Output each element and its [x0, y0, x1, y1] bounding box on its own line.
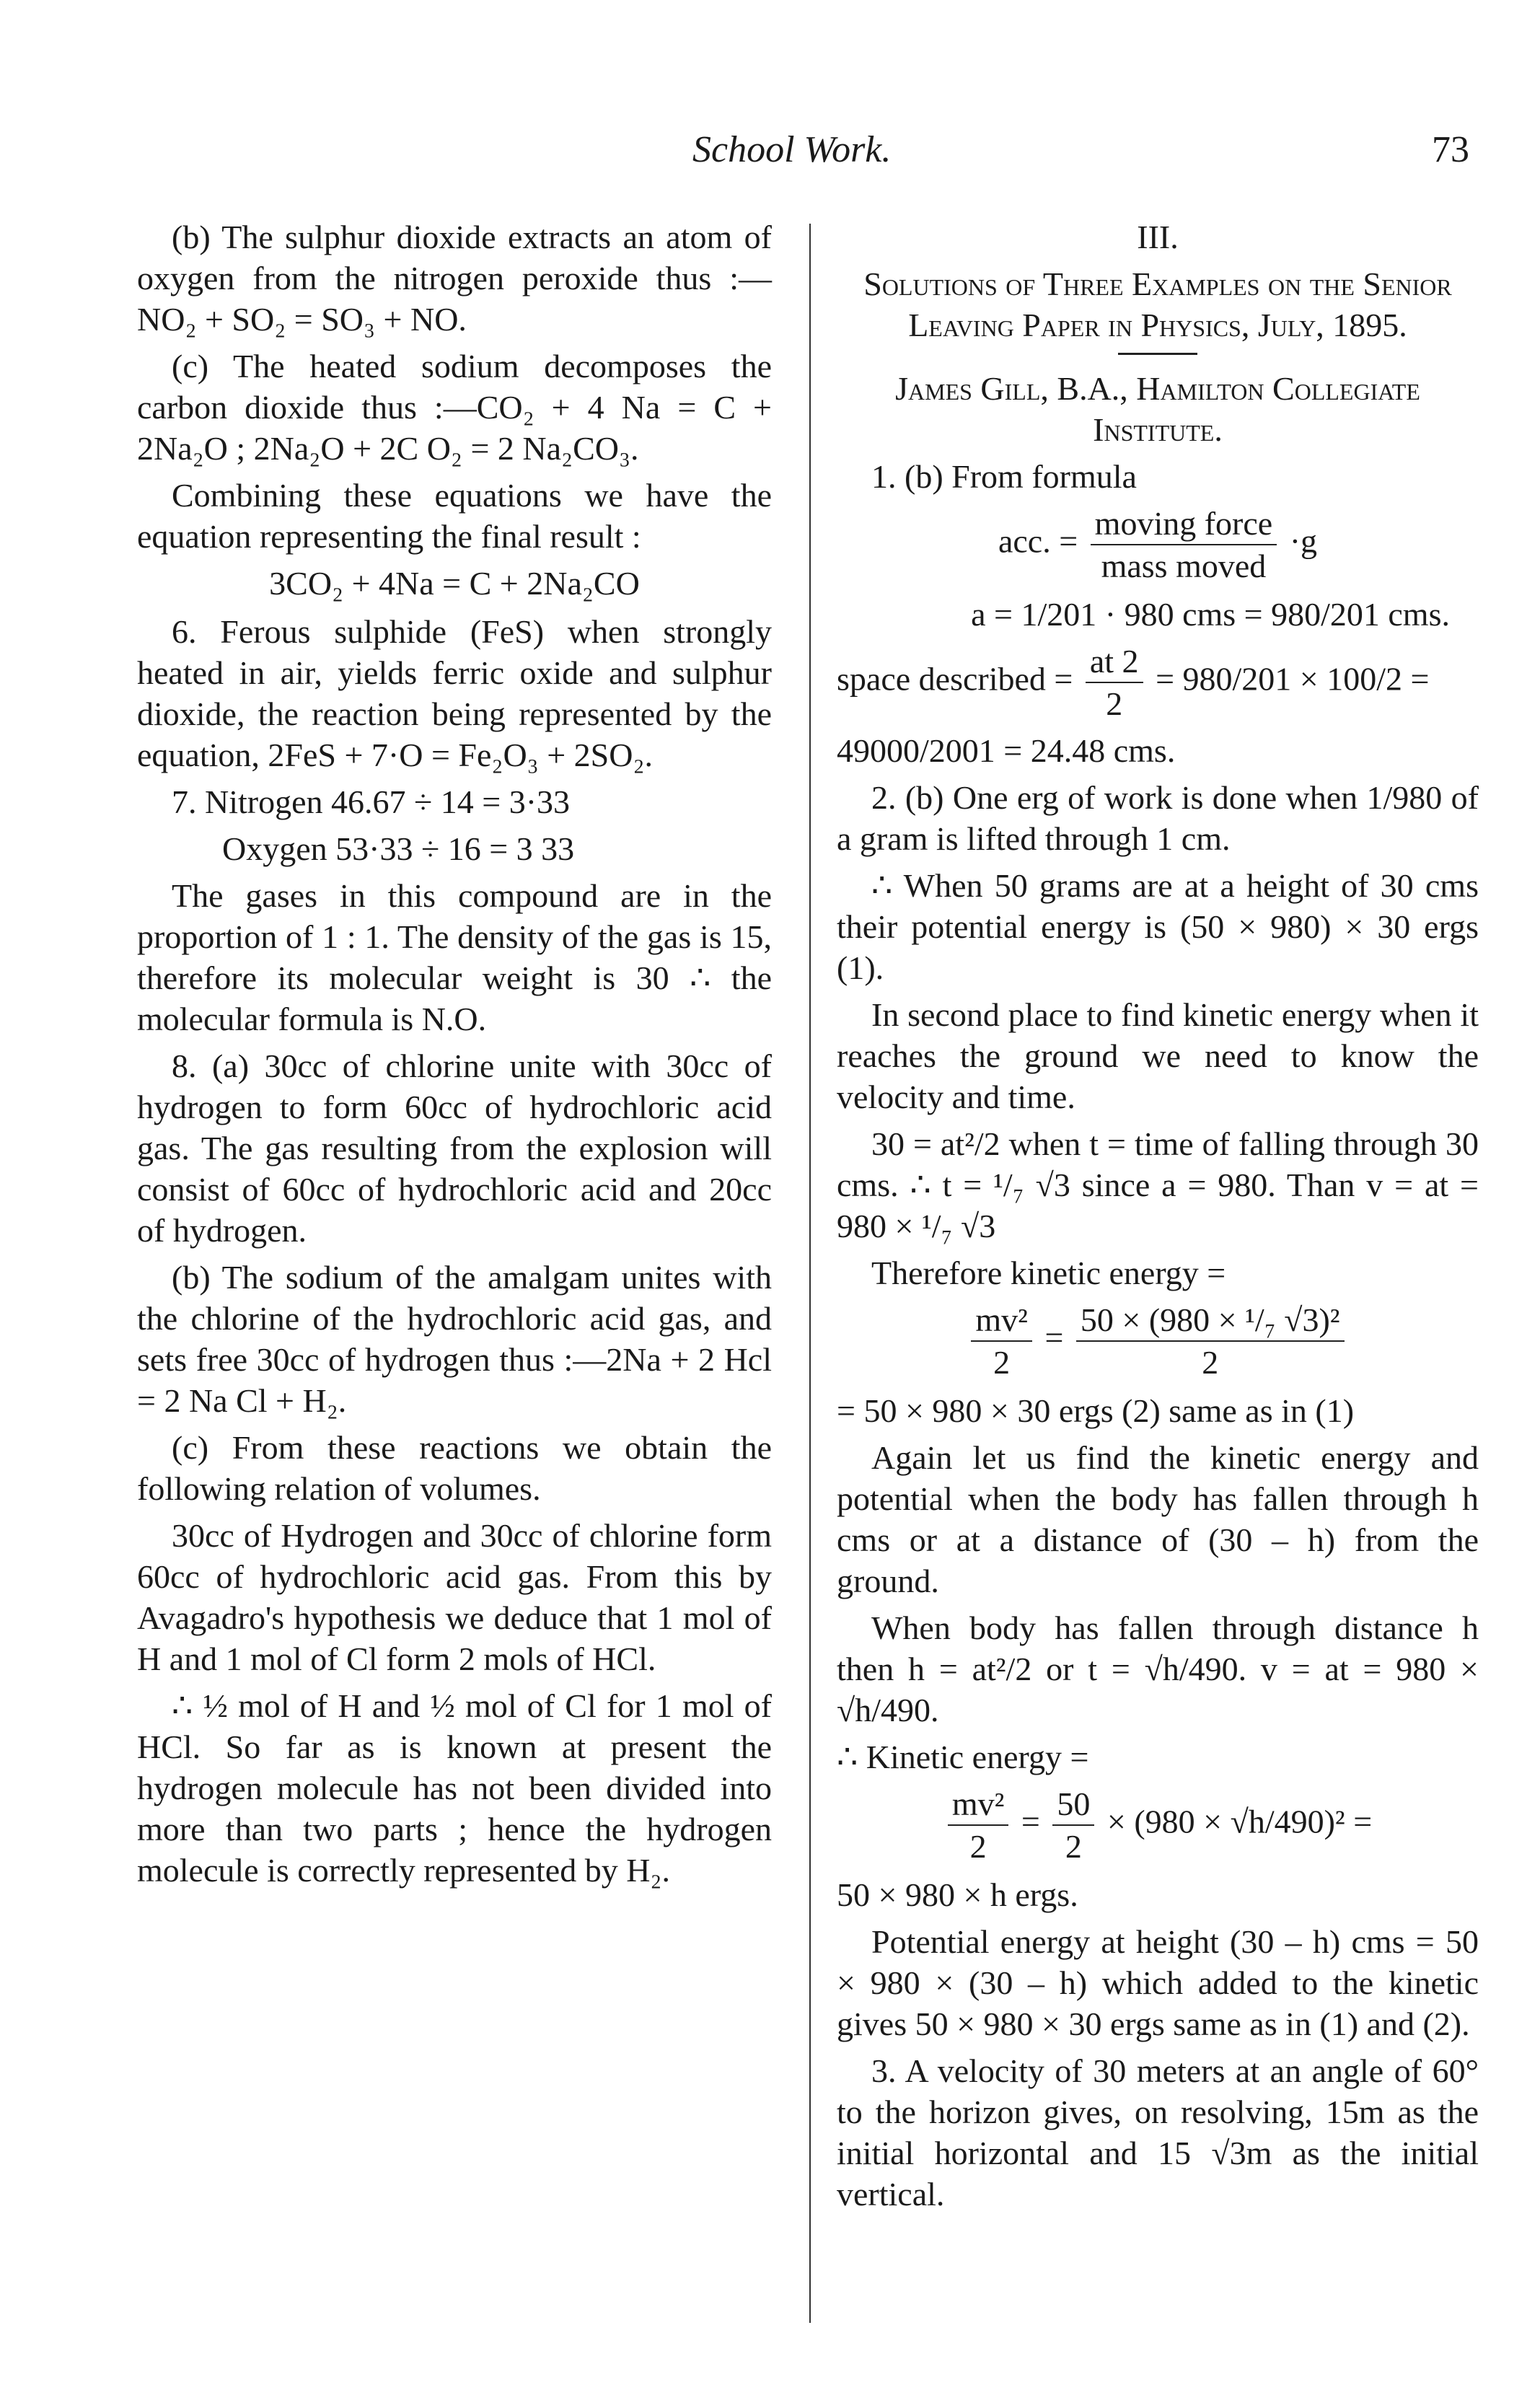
question-8c: (c) From these reactions we obtain the following relation of volumes. [137, 1429, 772, 1507]
space-numerator: at 2 [1086, 641, 1143, 683]
paragraph-combining: Combining these equations we have the equation representing the final result : [137, 477, 772, 555]
space-fraction [1086, 641, 1143, 724]
paragraph-b-sulphur: (b) The sulphur dioxide extracts an atom of oxygen from the nitrogen peroxide thus :—NO₂ + SO₂ = SO₃ + NO. [137, 219, 772, 338]
ke2-numerator: 50 × (980 × ¹/₇ √3)² [1076, 1299, 1345, 1342]
question-7-gases: The gases in this compound are in the proportion of 1 : 1. The density of the gas is 15, therefore its molecular weight is 30 ∴ the molecular formula is N.O. [137, 877, 772, 1037]
kinetic-energy-formula [837, 1299, 1479, 1383]
page-number: 73 [1432, 129, 1469, 170]
ke3-denominator: 2 [969, 1828, 987, 1865]
acceleration-formula [837, 503, 1479, 586]
ke4-rhs: × (980 × √h/490)² = [1106, 1803, 1373, 1840]
question-2-potential: ∴ When 50 grams are at a height of 30 cms their potential energy is (50 × 980) × 30 ergs (1). [837, 867, 1479, 986]
page-header [0, 128, 1540, 172]
ke4-numerator: 50 [1052, 1783, 1094, 1826]
section-number: III. [1137, 219, 1179, 255]
author-line: James Gill, B.A., Hamilton Collegiate Institute. [895, 370, 1420, 448]
acc-numerator: moving force [1091, 503, 1277, 545]
question-8-volumes: 30cc of Hydrogen and 30cc of chlorine form 60cc of hydrochloric acid gas. From this by Avagadro's hypothesis we deduce that 1 mol of H and 1 mol of Cl form 2 mols of HCl. [137, 1517, 772, 1677]
question-6: 6. Ferous sulphide (FeS) when strongly heated in air, yields ferric oxide and sulphur dioxide, the reaction being represented by the equation, 2FeS + 7·O = Fe₂O₃ + 2SO₂. [137, 613, 772, 773]
ke-fraction-2 [1076, 1299, 1345, 1383]
section-heading: Solutions of Three Examples on the Senior Leaving Paper in Physics, July, 1895. [863, 265, 1452, 343]
ke-fraction-4 [1052, 1783, 1094, 1867]
question-2-kinetic-energy: ∴ Kinetic energy = [837, 1739, 1089, 1775]
final-equation: 3CO₂ + 4Na = C + 2Na₂CO [269, 565, 640, 602]
acc-g: ·g [1289, 522, 1318, 560]
paragraph-c-sodium: (c) The heated sodium decomposes the carbon dioxide thus :—CO₂ + 4 Na = C + 2Na₂O ; 2Na₂O + 2C O₂ = 2 Na₂CO₃. [137, 348, 772, 467]
right-column [837, 216, 1479, 2220]
ke4-denominator: 2 [1065, 1828, 1082, 1865]
question-7-nitrogen: 7. Nitrogen 46.67 ÷ 14 = 3·33 [172, 783, 571, 820]
ke-fraction-3 [948, 1783, 1009, 1867]
acc-denominator: mass moved [1101, 548, 1267, 584]
question-3: 3. A velocity of 30 meters at an angle of 60° to the horizon gives, on resolving, 15m as the initial horizontal and 15 √3m as the initial vertical. [837, 2052, 1479, 2213]
acc-lhs: acc. = [998, 522, 1078, 560]
left-column [137, 216, 772, 1897]
kinetic-energy-formula-2: $\frac{\text{mv²}}{2}$ = $\frac{50}{2}$ × (980 × √h/490)² = [837, 1783, 1479, 1867]
ke-equals: = [1044, 1319, 1064, 1356]
kinetic-energy-result-2: 50 × 980 × h ergs. [837, 1876, 1078, 1913]
question-1-intro: 1. (b) From formula [871, 458, 1137, 495]
ke2-denominator: 2 [1202, 1344, 1219, 1381]
space-formula [837, 641, 1479, 724]
question-2-falling: 30 = at²/2 when t = time of falling through 30 cms. ∴ t = ¹/₇ √3 since a = 980. Than v = at = 980 × ¹/₇ √3 [837, 1125, 1479, 1244]
question-2-again: Again let us find the kinetic energy and potential when the body has fallen through h cms or at a distance of (30 – h) from the ground. [837, 1439, 1479, 1599]
question-7-oxygen: Oxygen 53·33 ÷ 16 = 3 33 [222, 830, 575, 867]
space-rhs: = 980/201 × 100/2 = [1156, 660, 1430, 698]
question-2: 2. (b) One erg of work is done when 1/980 of a gram is lifted through 1 cm. [837, 779, 1479, 857]
heading-rule [1118, 353, 1197, 355]
question-8-conclusion: ∴ ½ mol of H and ½ mol of Cl for 1 mol of HCl. So far as is known at present the hydrogen molecule has not been divided into more than two parts ; hence the hydrogen molecule is correctly represented by H₂. [137, 1687, 772, 1889]
question-8a: 8. (a) 30cc of chlorine unite with 30cc of hydrogen to form 60cc of hydrochloric acid gas. The gas resulting from the explosion will consist of 60cc of hydrochloric acid and 20cc of hydrogen. [137, 1047, 772, 1249]
space-denominator: 2 [1106, 685, 1123, 722]
acceleration-value: a = 1/201 · 980 cms = 980/201 cms. [971, 596, 1450, 633]
question-2-when: When body has fallen through distance h then h = at²/2 or t = √h/490. v = at = 980 × √h/490. [837, 1609, 1479, 1728]
question-2-kinetic: In second place to find kinetic energy when it reaches the ground we need to know the velocity and time. [837, 996, 1479, 1115]
question-2-potential-2: Potential energy at height (30 – h) cms = 50 × 980 × (30 – h) which added to the kinetic gives 50 × 980 × 30 ergs same as in (1) and (2). [837, 1923, 1479, 2042]
acc-fraction [1091, 503, 1277, 586]
question-8b: (b) The sodium of the amalgam unites with the chlorine of the hydrochloric acid gas, and sets free 30cc of hydrogen thus :—2Na + 2 Hcl = 2 Na Cl + H₂. [137, 1259, 772, 1419]
space-result: 49000/2001 = 24.48 cms. [837, 732, 1176, 769]
ke1-numerator: mv² [971, 1299, 1032, 1342]
running-title: School Work. [692, 129, 892, 170]
column-divider [809, 224, 811, 2323]
space-lhs: space described = [837, 660, 1073, 698]
ke-fraction-1 [971, 1299, 1032, 1383]
kinetic-energy-result: = 50 × 980 × 30 ergs (2) same as in (1) [837, 1392, 1355, 1429]
question-2-therefore: Therefore kinetic energy = [871, 1254, 1226, 1291]
ke1-denominator: 2 [993, 1344, 1011, 1381]
ke3-numerator: mv² [948, 1783, 1009, 1826]
